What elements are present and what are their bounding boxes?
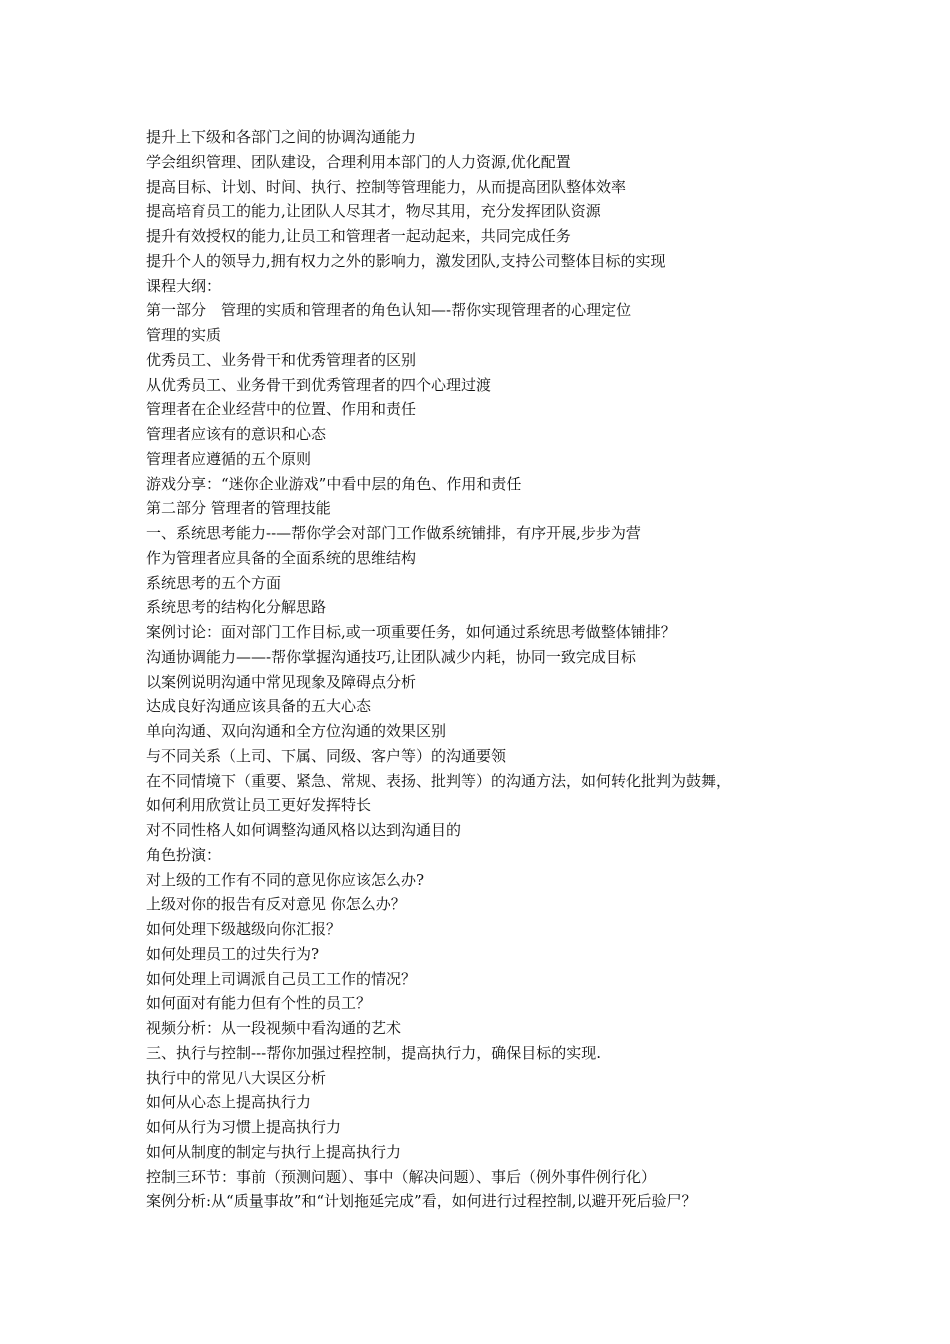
- text-line: 作为管理者应具备的全面系统的思维结构: [146, 548, 417, 567]
- text-line: 管理者在企业经营中的位置、作用和责任: [146, 400, 417, 419]
- part-heading: 第一部分 管理的实质和管理者的角色认知—-帮你实现管理者的心理定位: [146, 301, 632, 320]
- text-line: 如何处理下级越级向你汇报？: [146, 920, 342, 938]
- text-line: 优秀员工、业务骨干和优秀管理者的区别: [146, 350, 417, 369]
- text-line: 系统思考的五个方面: [146, 573, 282, 592]
- text-line: 如何从心态上提高执行力: [146, 1093, 312, 1112]
- text-line: 如何处理员工的过失行为?: [146, 944, 320, 963]
- text-line: 管理者应遵循的五个原则: [146, 449, 312, 468]
- text-line: 上级对你的报告有反对意见 你怎么办？: [146, 895, 406, 914]
- text-line: 如何从行为习惯上提高执行力: [146, 1118, 342, 1136]
- text-line: 对不同性格人如何调整沟通风格以达到沟通目的: [146, 821, 462, 839]
- text-line: 如何利用欣赏让员工更好发挥特长: [146, 796, 372, 815]
- text-line: 以案例说明沟通中常见现象及障碍点分析: [146, 672, 417, 691]
- document-body: [146, 125, 866, 1214]
- text-line: 案例分析:从“质量事故”和“计划拖延完成”看，如何进行过程控制,以避开死后验尸？: [146, 1192, 697, 1211]
- text-line: 在不同情境下（重要、紧急、常规、表扬、批判等）的沟通方法，如何转化批判为鼓舞，: [146, 771, 732, 790]
- text-line: 达成良好沟通应该具备的五大心态: [146, 697, 372, 716]
- text-line: 视频分析：从一段视频中看沟通的艺术: [146, 1019, 402, 1037]
- section-heading: 课程大纲：: [146, 276, 222, 295]
- text-line: 单向沟通、双向沟通和全方位沟通的效果区别: [146, 722, 447, 740]
- text-line: 与不同关系（上司、下属、同级、客户等）的沟通要领: [146, 746, 507, 765]
- text-line: 如何从制度的制定与执行上提高执行力: [146, 1142, 402, 1161]
- text-line: 提高目标、计划、时间、执行、控制等管理能力，从而提高团队整体效率: [146, 177, 627, 196]
- text-line: 系统思考的结构化分解思路: [146, 598, 327, 617]
- text-line: 执行中的常见八大误区分析: [146, 1068, 327, 1087]
- text-line: 学会组织管理、团队建设，合理利用本部门的人力资源,优化配置: [146, 152, 571, 171]
- text-line: 如何面对有能力但有个性的员工？: [146, 994, 372, 1013]
- text-line: 角色扮演：: [146, 845, 222, 864]
- text-line: 从优秀员工、业务骨干到优秀管理者的四个心理过渡: [146, 375, 492, 394]
- text-line: 对上级的工作有不同的意见你应该怎么办?: [146, 870, 425, 889]
- text-line: 管理的实质: [146, 326, 222, 344]
- text-line: 提升有效授权的能力,让员工和管理者一起动起来，共同完成任务: [146, 227, 571, 245]
- subsection-heading: 三、执行与控制---帮你加强过程控制，提高执行力，确保目标的实现.: [146, 1043, 601, 1062]
- text-line: 提高培育员工的能力,让团队人尽其才，物尽其用，充分发挥团队资源: [146, 202, 601, 221]
- text-line: 管理者应该有的意识和心态: [146, 425, 327, 443]
- text-line: 游戏分享：“迷你企业游戏”中看中层的角色、作用和责任: [146, 474, 522, 493]
- text-line: 案例讨论：面对部门工作目标,或一项重要任务，如何通过系统思考做整体铺排？: [146, 623, 676, 641]
- subsection-heading: 一、系统思考能力--—帮你学会对部门工作做系统铺排，有序开展,步步为营: [146, 524, 641, 542]
- text-line: 如何处理上司调派自己员工工作的情况？: [146, 969, 417, 988]
- part-heading: 第二部分 管理者的管理技能: [146, 499, 331, 518]
- subsection-heading: 沟通协调能力——-帮你掌握沟通技巧,让团队减少内耗，协同一致完成目标: [146, 647, 636, 666]
- text-line: 提升上下级和各部门之间的协调沟通能力: [146, 128, 417, 146]
- text-line: 提升个人的领导力,拥有权力之外的影响力，激发团队,支持公司整体目标的实现: [146, 251, 666, 270]
- text-line: 控制三环节：事前（预测问题）、事中（解决问题）、事后（例外事件例行化）: [146, 1167, 657, 1186]
